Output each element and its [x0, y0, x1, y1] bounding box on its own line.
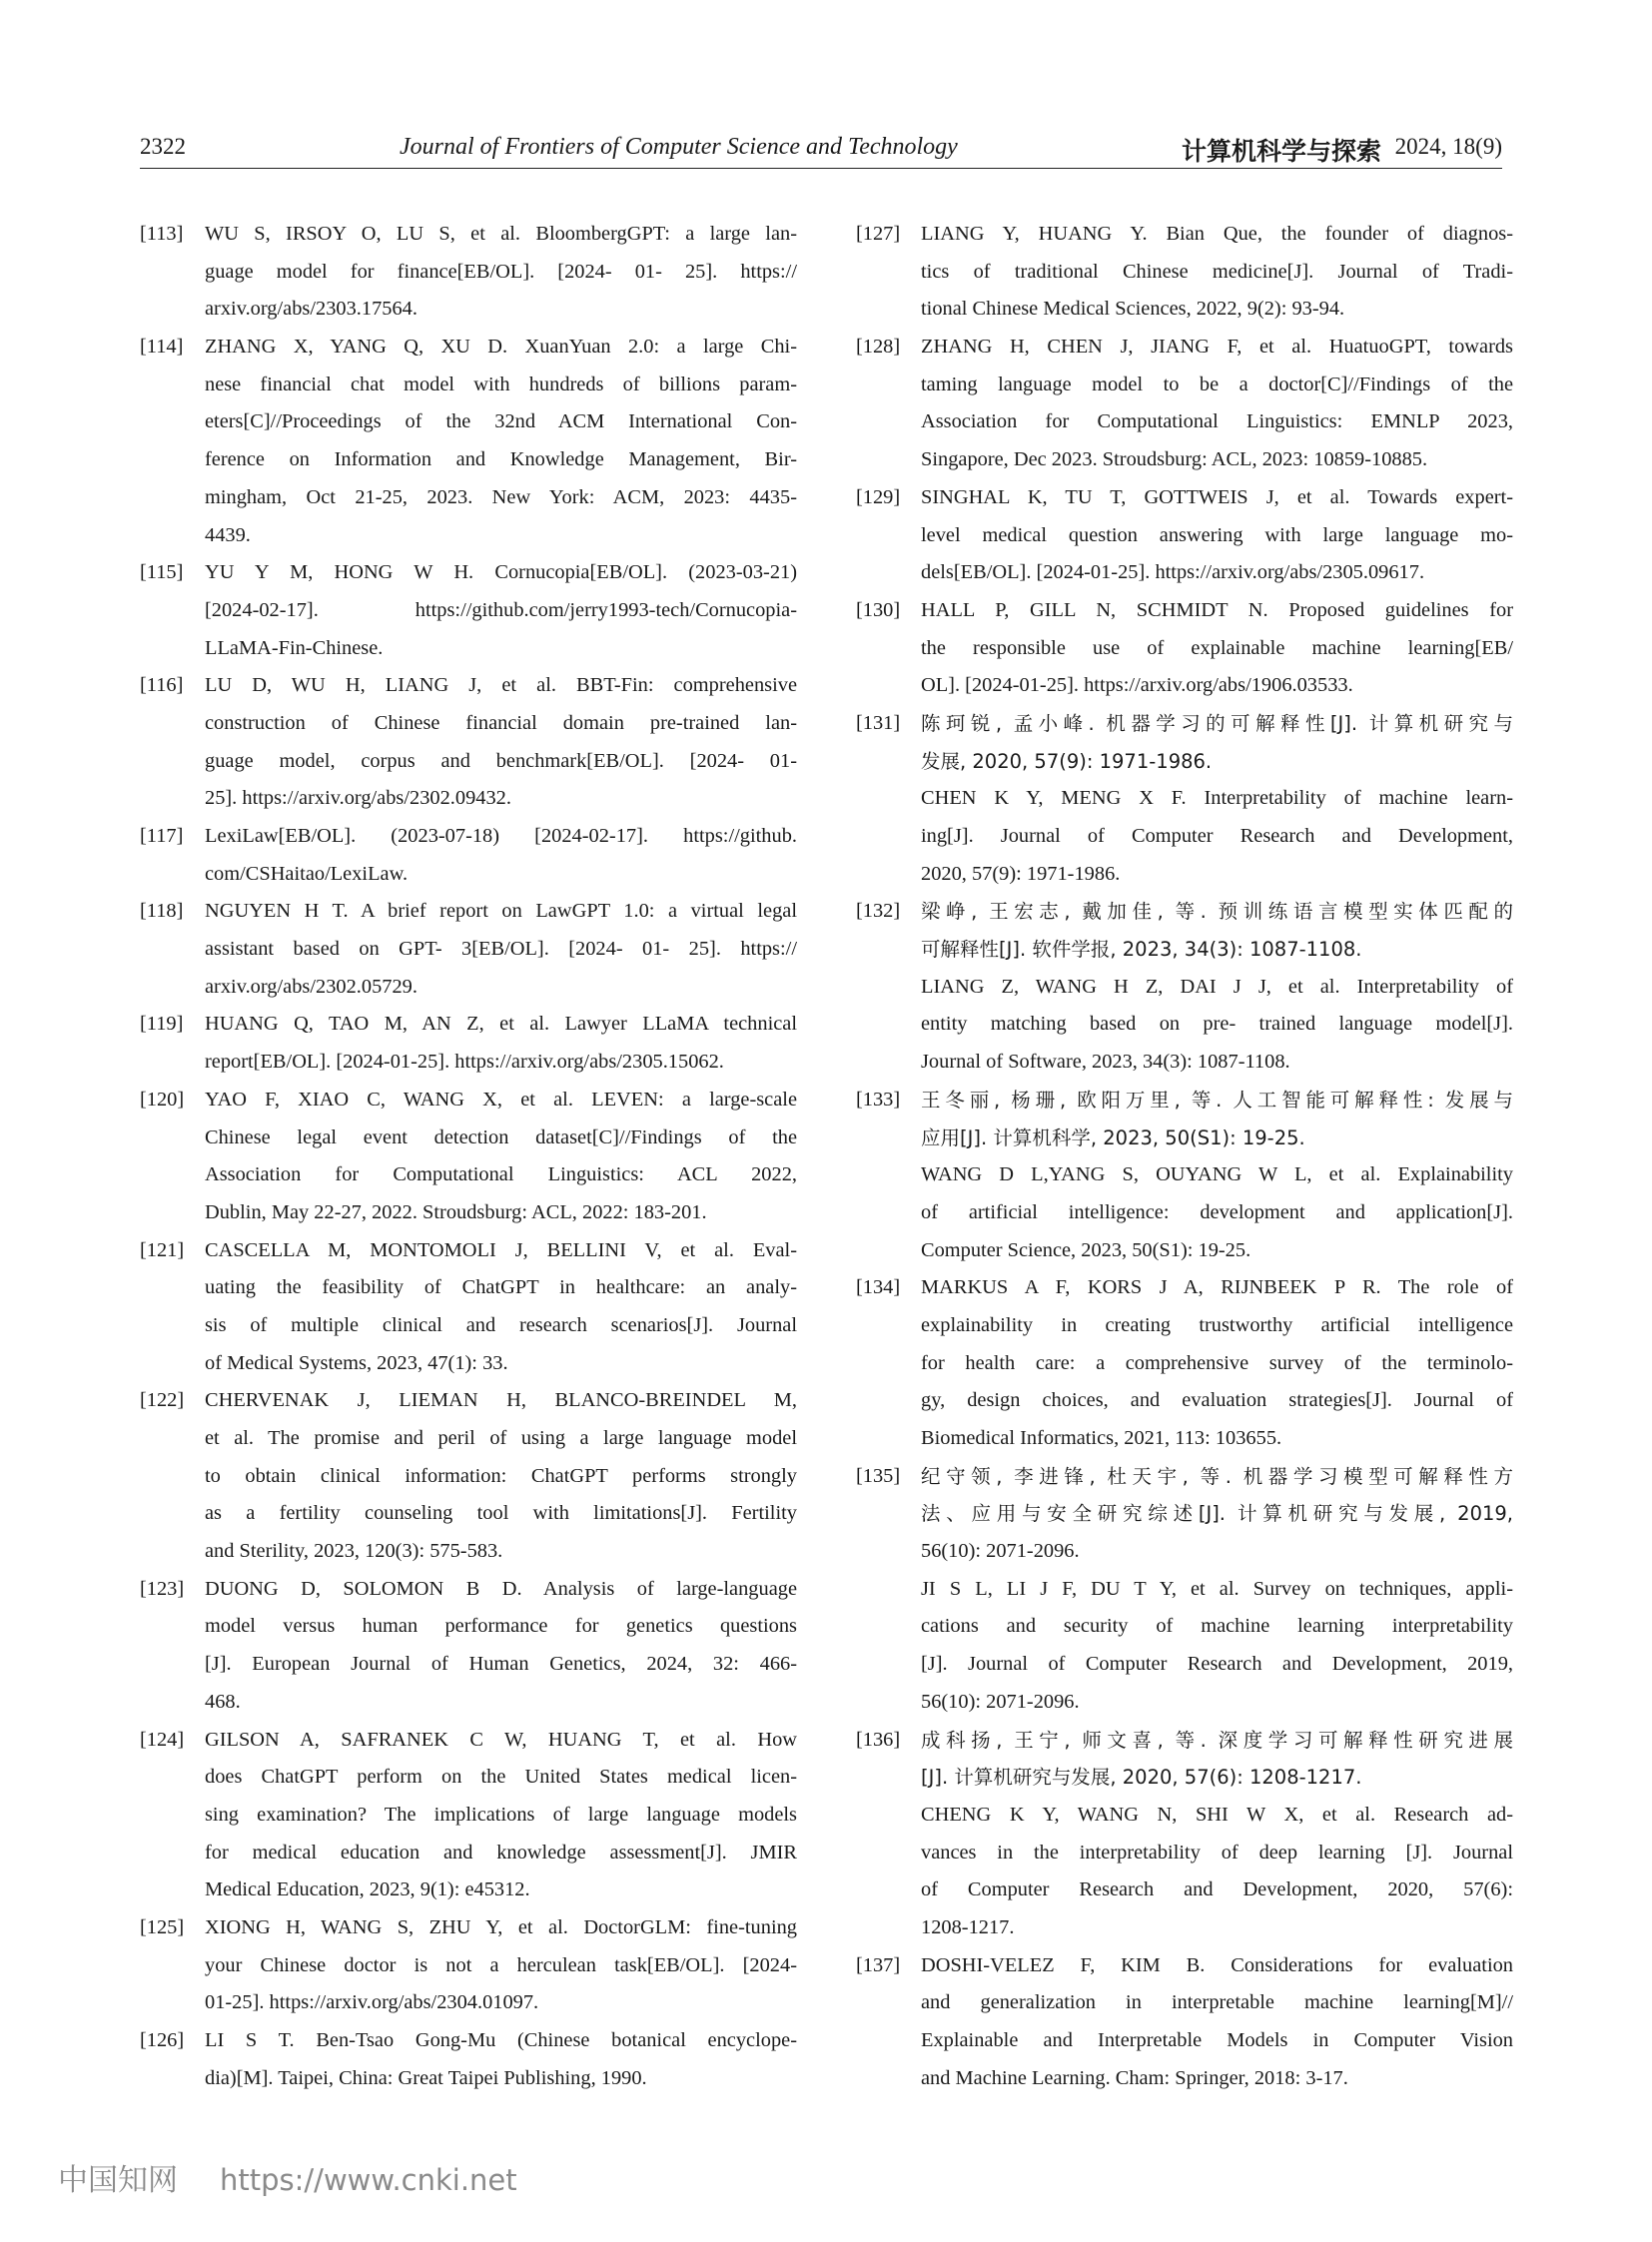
reference-item: [140, 818, 797, 893]
reference-line: eters[C]//Proceedings of the 32nd ACM International Con-: [205, 410, 797, 433]
reference-number: [125]: [140, 1915, 185, 1938]
reference-line: NGUYEN H T. A brief report on LawGPT 1.0: a virtual legal: [205, 900, 797, 923]
reference-line: of Medical Systems, 2023, 47(1): 33.: [205, 1351, 508, 1374]
reference-line: tional Chinese Medical Sciences, 2022, 9(2): 93-94.: [921, 298, 1345, 321]
reference-number: [120]: [140, 1088, 185, 1111]
reference-line: 法、应用与安全研究综述[J]. 计算机研究与发展, 2019,: [921, 1502, 1513, 1526]
reference-line: sing examination? The implications of large language models: [205, 1803, 797, 1826]
reference-line: ing[J]. Journal of Computer Research and Development,: [921, 825, 1513, 847]
reference-item: [856, 1947, 1513, 2098]
reference-line: Medical Education, 2023, 9(1): e45312.: [205, 1878, 530, 1901]
reference-line: vances in the interpretability of deep learning [J]. Journal: [921, 1841, 1513, 1864]
reference-number: [129]: [856, 485, 901, 508]
reference-number: [123]: [140, 1577, 185, 1600]
journal-title-en: Journal of Frontiers of Computer Science and Technology: [400, 134, 958, 160]
reference-line: 梁峥, 王宏志, 戴加佳, 等. 预训练语言模型实体匹配的: [921, 900, 1513, 924]
reference-line: GILSON A, SAFRANEK C W, HUANG T, et al. How: [205, 1728, 797, 1751]
reference-line: Singapore, Dec 2023. Stroudsburg: ACL, 2023: 10859-10885.: [921, 448, 1428, 471]
reference-line: CASCELLA M, MONTOMOLI J, BELLINI V, et al. Eval-: [205, 1238, 797, 1261]
reference-line: com/CSHaitao/LexiLaw.: [205, 862, 409, 885]
reference-item: [856, 1458, 1513, 1722]
reference-line: guage model, corpus and benchmark[EB/OL]. [2024- 01-: [205, 749, 797, 772]
reference-number: [131]: [856, 711, 901, 734]
reference-line: ference on Information and Knowledge Management, Bir-: [205, 448, 797, 471]
reference-line: 468.: [205, 1690, 241, 1713]
reference-line: OL]. [2024-01-25]. https://arxiv.org/abs/1906.03533.: [921, 674, 1353, 697]
reference-line: of artificial intelligence: development and application[J].: [921, 1200, 1513, 1223]
reference-line: gy, design choices, and evaluation strategies[J]. Journal of: [921, 1389, 1513, 1412]
reference-line: dia)[M]. Taipei, China: Great Taipei Publishing, 1990.: [205, 2066, 647, 2089]
reference-line: for medical education and knowledge assessment[J]. JMIR: [205, 1841, 797, 1864]
reference-item: [140, 1571, 797, 1722]
reference-line: LI S T. Ben-Tsao Gong-Mu (Chinese botanical encyclope-: [205, 2029, 797, 2051]
reference-line: XIONG H, WANG S, ZHU Y, et al. DoctorGLM: fine-tuning: [205, 1915, 797, 1938]
reference-item: [856, 705, 1513, 893]
reference-item: [140, 2022, 797, 2097]
reference-line: DOSHI-VELEZ F, KIM B. Considerations for evaluation: [921, 1953, 1513, 1976]
reference-line: mingham, Oct 21-25, 2023. New York: ACM, 2023: 4435-: [205, 485, 797, 508]
reference-number: [135]: [856, 1464, 901, 1487]
reference-line: report[EB/OL]. [2024-01-25]. https://arxiv.org/abs/2305.15062.: [205, 1051, 724, 1074]
reference-item: [856, 592, 1513, 705]
reference-number: [136]: [856, 1728, 901, 1751]
reference-line: model versus human performance for genetics questions: [205, 1615, 797, 1638]
reference-line: 发展, 2020, 57(9): 1971-1986.: [921, 749, 1213, 773]
reference-line: LLaMA-Fin-Chinese.: [205, 636, 384, 659]
reference-item: [140, 1232, 797, 1383]
reference-number: [115]: [140, 561, 184, 584]
reference-number: [113]: [140, 223, 184, 245]
reference-item: [140, 1909, 797, 2022]
reference-item: [856, 216, 1513, 329]
reference-line: 1208-1217.: [921, 1915, 1015, 1938]
reference-line: taming language model to be a doctor[C]//Findings of the: [921, 373, 1513, 395]
reference-line: sis of multiple clinical and research scenarios[J]. Journal: [205, 1313, 797, 1336]
reference-line: 纪守领, 李进锋, 杜天宇, 等. 机器学习模型可解释性方: [921, 1464, 1513, 1488]
reference-line: MARKUS A F, KORS J A, RIJNBEEK P R. The role of: [921, 1276, 1513, 1299]
reference-line: and Sterility, 2023, 120(3): 575-583.: [205, 1540, 503, 1563]
reference-number: [127]: [856, 223, 901, 245]
reference-line: nese financial chat model with hundreds of billions param-: [205, 373, 797, 395]
reference-line: as a fertility counseling tool with limitations[J]. Fertility: [205, 1502, 797, 1525]
reference-number: [122]: [140, 1389, 185, 1412]
reference-number: [124]: [140, 1728, 185, 1751]
reference-item: [140, 329, 797, 554]
reference-number: [126]: [140, 2029, 185, 2051]
reference-line: dels[EB/OL]. [2024-01-25]. https://arxiv.org/abs/2305.09617.: [921, 561, 1425, 584]
reference-number: [121]: [140, 1238, 185, 1261]
reference-line: DUONG D, SOLOMON B D. Analysis of large-language: [205, 1577, 797, 1600]
reference-item: [140, 554, 797, 667]
reference-line: Association for Computational Linguistics: ACL 2022,: [205, 1163, 797, 1186]
reference-number: [117]: [140, 825, 184, 847]
reference-line: 01-25]. https://arxiv.org/abs/2304.01097.: [205, 1991, 539, 2014]
reference-line: and generalization in interpretable machine learning[M]//: [921, 1991, 1513, 2014]
reference-line: 陈珂锐, 孟小峰. 机器学习的可解释性[J]. 计算机研究与: [921, 711, 1513, 735]
reference-item: [856, 329, 1513, 479]
reference-line: JI S L, LI J F, DU T Y, et al. Survey on techniques, appli-: [921, 1577, 1513, 1600]
reference-line: 王冬丽, 杨珊, 欧阳万里, 等. 人工智能可解释性: 发展与: [921, 1088, 1513, 1112]
reference-line: LIANG Y, HUANG Y. Bian Que, the founder of diagnos-: [921, 223, 1513, 245]
reference-line: cations and security of machine learning interpretability: [921, 1615, 1513, 1638]
reference-line: explainability in creating trustworthy artificial intelligence: [921, 1313, 1513, 1336]
reference-line: [2024-02-17]. https://github.com/jerry1993-tech/Cornucopia-: [205, 598, 797, 621]
reference-line: LU D, WU H, LIANG J, et al. BBT-Fin: comprehensive: [205, 674, 797, 697]
reference-line: Chinese legal event detection dataset[C]//Findings of the: [205, 1125, 797, 1148]
reference-number: [132]: [856, 900, 901, 923]
page-number: 2322: [140, 134, 186, 159]
reference-line: WU S, IRSOY O, LU S, et al. BloombergGPT: a large lan-: [205, 223, 797, 245]
reference-number: [128]: [856, 336, 901, 359]
cnki-brand: 中国知网: [58, 2163, 178, 2198]
reference-item: [856, 479, 1513, 592]
reference-item: [856, 1269, 1513, 1457]
reference-line: does ChatGPT perform on the United States medical licen-: [205, 1766, 797, 1789]
reference-item: [856, 1082, 1513, 1269]
reference-number: [118]: [140, 900, 184, 923]
reference-number: [137]: [856, 1953, 901, 1976]
reference-line: WANG D L,YANG S, OUYANG W L, et al. Explainability: [921, 1163, 1513, 1186]
reference-line: ZHANG H, CHEN J, JIANG F, et al. HuatuoGPT, towards: [921, 336, 1513, 359]
reference-line: your Chinese doctor is not a herculean task[EB/OL]. [2024-: [205, 1953, 797, 1976]
reference-line: 2020, 57(9): 1971-1986.: [921, 862, 1121, 885]
reference-line: to obtain clinical information: ChatGPT performs strongly: [205, 1464, 797, 1487]
reference-line: of Computer Research and Development, 2020, 57(6):: [921, 1878, 1513, 1901]
reference-line: Dublin, May 22-27, 2022. Stroudsburg: ACL, 2022: 183-201.: [205, 1200, 707, 1223]
reference-line: 56(10): 2071-2096.: [921, 1690, 1080, 1713]
reference-line: Association for Computational Linguistics: EMNLP 2023,: [921, 410, 1513, 433]
reference-line: 25]. https://arxiv.org/abs/2302.09432.: [205, 787, 511, 810]
reference-item: [140, 1382, 797, 1570]
reference-line: for health care: a comprehensive survey of the terminolo-: [921, 1351, 1513, 1374]
journal-volume: 2024, 18(9): [1394, 134, 1502, 159]
reference-item: [140, 1006, 797, 1081]
reference-line: LIANG Z, WANG H Z, DAI J J, et al. Interpretability of: [921, 975, 1513, 998]
reference-column-left: [140, 216, 797, 2097]
reference-number: [116]: [140, 674, 184, 697]
reference-line: Biomedical Informatics, 2021, 113: 103655.: [921, 1427, 1282, 1449]
cnki-url: https://www.cnki.net: [220, 2163, 517, 2197]
reference-line: arxiv.org/abs/2302.05729.: [205, 975, 417, 998]
reference-item: [140, 1722, 797, 1909]
reference-line: [J]. 计算机研究与发展, 2020, 57(6): 1208-1217.: [921, 1766, 1362, 1790]
page-header: [140, 128, 1502, 169]
reference-item: [856, 1722, 1513, 1947]
reference-item: [140, 216, 797, 329]
reference-line: SINGHAL K, TU T, GOTTWEIS J, et al. Towards expert-: [921, 485, 1513, 508]
reference-item: [140, 667, 797, 818]
reference-line: 56(10): 2071-2096.: [921, 1540, 1080, 1563]
reference-number: [119]: [140, 1013, 184, 1036]
reference-line: 应用[J]. 计算机科学, 2023, 50(S1): 19-25.: [921, 1125, 1305, 1149]
reference-number: [133]: [856, 1088, 901, 1111]
reference-number: [130]: [856, 598, 901, 621]
footer-watermark: [58, 2155, 517, 2199]
reference-line: tics of traditional Chinese medicine[J]. Journal of Tradi-: [921, 260, 1513, 283]
reference-number: [134]: [856, 1276, 901, 1299]
reference-line: and Machine Learning. Cham: Springer, 2018: 3-17.: [921, 2066, 1348, 2089]
reference-line: 成科扬, 王宁, 师文喜, 等. 深度学习可解释性研究进展: [921, 1728, 1513, 1752]
reference-line: level medical question answering with large language mo-: [921, 523, 1513, 546]
reference-line: YU Y M, HONG W H. Cornucopia[EB/OL]. (2023-03-21): [205, 561, 797, 584]
reference-line: the responsible use of explainable machine learning[EB/: [921, 636, 1513, 659]
reference-line: Journal of Software, 2023, 34(3): 1087-1108.: [921, 1051, 1290, 1074]
reference-line: guage model for finance[EB/OL]. [2024- 01- 25]. https://: [205, 260, 797, 283]
reference-line: [J]. Journal of Computer Research and Development, 2019,: [921, 1653, 1513, 1676]
reference-line: HALL P, GILL N, SCHMIDT N. Proposed guidelines for: [921, 598, 1513, 621]
reference-line: Explainable and Interpretable Models in Computer Vision: [921, 2029, 1513, 2051]
reference-line: Computer Science, 2023, 50(S1): 19-25.: [921, 1238, 1251, 1261]
reference-line: 可解释性[J]. 软件学报, 2023, 34(3): 1087-1108.: [921, 938, 1362, 962]
reference-line: CHERVENAK J, LIEMAN H, BLANCO-BREINDEL M,: [205, 1389, 797, 1412]
reference-line: CHENG K Y, WANG N, SHI W X, et al. Research ad-: [921, 1803, 1513, 1826]
journal-title-cn: 计算机科学与探索: [1182, 137, 1382, 166]
reference-item: [856, 893, 1513, 1081]
reference-line: construction of Chinese financial domain pre-trained lan-: [205, 711, 797, 734]
reference-line: CHEN K Y, MENG X F. Interpretability of machine learn-: [921, 787, 1513, 810]
reference-item: [140, 893, 797, 1006]
reference-line: uating the feasibility of ChatGPT in healthcare: an analy-: [205, 1276, 797, 1299]
reference-line: YAO F, XIAO C, WANG X, et al. LEVEN: a large-scale: [205, 1088, 797, 1111]
reference-line: assistant based on GPT- 3[EB/OL]. [2024- 01- 25]. https://: [205, 938, 797, 961]
reference-line: arxiv.org/abs/2303.17564.: [205, 298, 417, 321]
reference-number: [114]: [140, 336, 184, 359]
reference-line: LexiLaw[EB/OL]. (2023-07-18) [2024-02-17]. https://github.: [205, 825, 797, 847]
reference-line: 4439.: [205, 523, 251, 546]
reference-line: entity matching based on pre- trained language model[J].: [921, 1013, 1513, 1036]
reference-column-right: [856, 216, 1513, 2097]
reference-line: [J]. European Journal of Human Genetics, 2024, 32: 466-: [205, 1653, 797, 1676]
reference-line: et al. The promise and peril of using a large language model: [205, 1427, 797, 1449]
reference-line: ZHANG X, YANG Q, XU D. XuanYuan 2.0: a large Chi-: [205, 336, 797, 359]
reference-item: [140, 1082, 797, 1232]
reference-line: HUANG Q, TAO M, AN Z, et al. Lawyer LLaMA technical: [205, 1013, 797, 1036]
